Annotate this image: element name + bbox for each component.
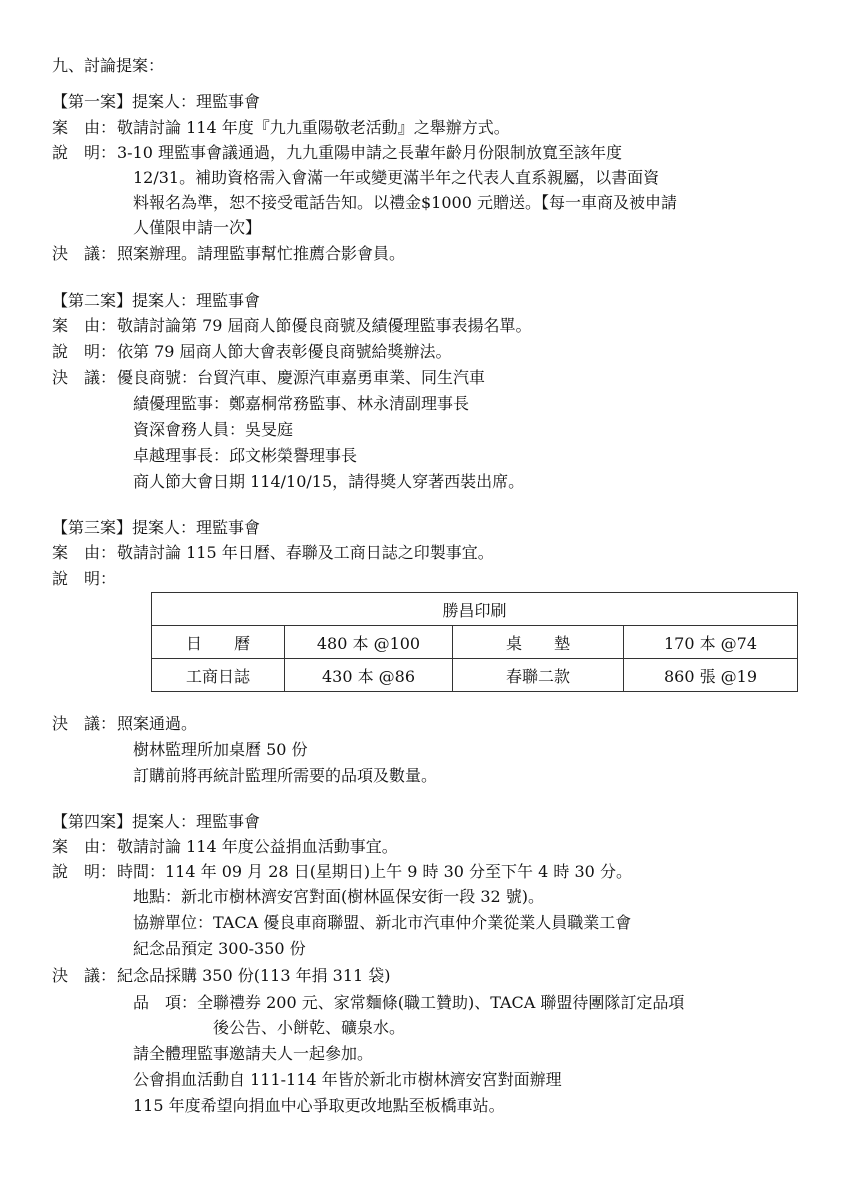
case-1-explain-line: 料報名為準，恕不接受電話告知。以禮金$1000 元贈送。【每一車商及被申請 [133,193,677,212]
case-3-header: 【第三案】提案人：理監事會 [52,518,261,537]
case-1-header: 【第一案】提案人：理監事會 [52,92,261,111]
case-4-resolve-line: 後公告、小餅乾、礦泉水。 [213,1018,406,1037]
table-title: 勝昌印刷 [152,593,798,626]
section-title: 九、討論提案： [52,56,165,75]
case-4-reason-label: 案 由： [52,837,117,856]
case-2-explain-label: 說 明： [52,342,117,361]
table-cell: 工商日誌 [152,659,285,692]
table-title-row [152,593,798,626]
case-1-resolve-label: 決 議： [52,244,117,263]
case-2-resolve-label: 決 議： [52,368,117,387]
table-cell: 860 張 @19 [624,659,798,692]
table-cell: 430 本 @86 [285,659,453,692]
table-cell: 480 本 @100 [285,626,453,659]
case-1-resolve-line: 照案辦理。請理監事幫忙推薦合影會員。 [117,244,406,263]
case-1-explain-label: 說 明： [52,143,117,162]
case-2-reason-label: 案 由： [52,316,117,335]
case-3-resolve-line: 照案通過。 [117,714,198,733]
case-3-explain-label: 說 明： [52,569,117,588]
case-1-reason: 敬請討論 114 年度『九九重陽敬老活動』之舉辦方式。 [117,118,510,137]
case-3-reason-label: 案 由： [52,543,117,562]
table-cell: 日 曆 [152,626,285,659]
case-4-reason: 敬請討論 114 年度公益捐血活動事宜。 [117,837,398,856]
printing-quote-table [151,592,798,692]
case-2-resolve-line: 績優理監事：鄭嘉桐常務監事、林永清副理事長 [133,394,470,413]
case-1-explain-line: 人僅限申請一次】 [133,218,262,237]
case-4-explain-line: 紀念品預定 300-350 份 [133,939,306,958]
table-cell: 春聯二款 [453,659,624,692]
case-4-resolve-line: 115 年度希望向捐血中心爭取更改地點至板橋車站。 [133,1096,505,1115]
case-3-resolve-line: 樹林監理所加桌曆 50 份 [133,740,308,759]
case-3-resolve-label: 決 議： [52,714,117,733]
case-4-explain-line: 時間：114 年 09 月 28 日(星期日)上午 9 時 30 分至下午 4 時 30 分。 [117,862,632,881]
case-4-resolve-line: 請全體理監事邀請夫人一起參加。 [133,1044,374,1063]
case-4-explain-line: 協辦單位：TACA 優良車商聯盟、新北市汽車仲介業從業人員職業工會 [133,913,632,932]
case-3-reason: 敬請討論 115 年日曆、春聯及工商日誌之印製事宜。 [117,543,494,562]
case-1-explain-line: 3-10 理監事會議通過，九九重陽申請之長輩年齡月份限制放寬至該年度 [117,143,623,162]
case-1-explain-line: 12/31。補助資格需入會滿一年或變更滿半年之代表人直系親屬，以書面資 [133,168,660,187]
case-3-resolve-line: 訂購前將再統計監理所需要的品項及數量。 [133,766,438,785]
case-4-explain-line: 地點：新北市樹林濟安宮對面(樹林區保安街一段 32 號)。 [133,887,545,906]
case-4-resolve-line: 品 項：全聯禮券 200 元、家常麵條(職工贊助)、TACA 聯盟待團隊訂定品項 [133,993,685,1012]
case-4-header: 【第四案】提案人：理監事會 [52,812,261,831]
case-4-resolve-line: 公會捐血活動自 111-114 年皆於新北市樹林濟安宮對面辦理 [133,1070,562,1089]
case-2-reason: 敬請討論第 79 屆商人節優良商號及績優理監事表揚名單。 [117,316,532,335]
case-4-resolve-line: 紀念品採購 350 份(113 年捐 311 袋) [117,966,391,985]
table-row [152,659,798,692]
case-2-explain-line: 依第 79 屆商人節大會表彰優良商號給獎辦法。 [117,342,452,361]
case-4-explain-label: 說 明： [52,862,117,881]
table-row [152,626,798,659]
case-1-reason-label: 案 由： [52,118,117,137]
case-2-resolve-line: 商人節大會日期 114/10/15，請得獎人穿著西裝出席。 [133,472,525,491]
case-4-resolve-label: 決 議： [52,966,117,985]
case-2-resolve-line: 資深會務人員：吳旻庭 [133,420,294,439]
case-2-resolve-line: 優良商號：台貿汽車、慶源汽車嘉勇車業、同生汽車 [117,368,486,387]
table-cell: 桌 墊 [453,626,624,659]
case-2-resolve-line: 卓越理事長：邱文彬榮譽理事長 [133,446,358,465]
case-2-header: 【第二案】提案人：理監事會 [52,291,261,310]
table-cell: 170 本 @74 [624,626,798,659]
